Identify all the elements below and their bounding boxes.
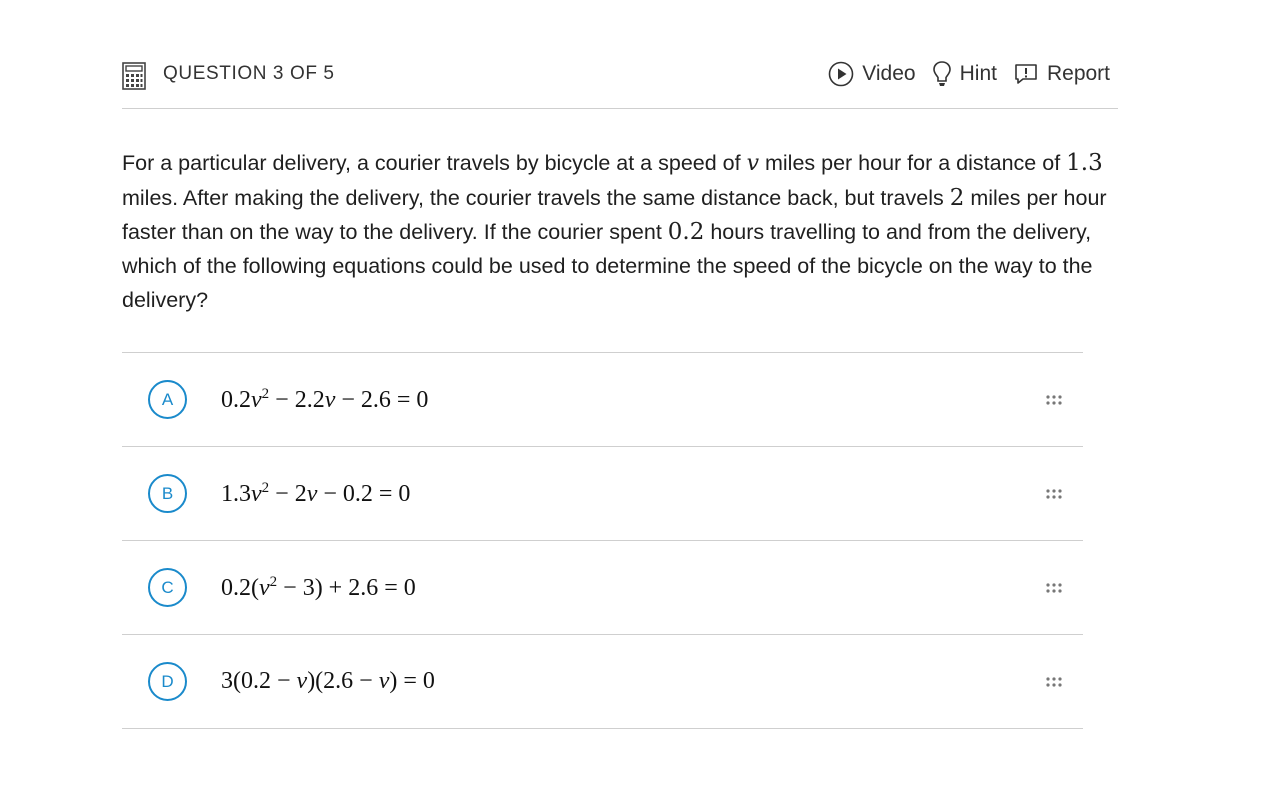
report-icon (1013, 61, 1039, 87)
formula-part: − 2.2 (269, 386, 325, 413)
choice-letter-badge[interactable]: D (148, 662, 187, 701)
formula-part: 0.2 (221, 386, 251, 413)
video-label: Video (862, 62, 916, 85)
choice-letter-badge[interactable]: B (148, 474, 187, 513)
choice-letter-badge[interactable]: C (148, 568, 187, 607)
choice-formula (221, 386, 428, 414)
formula-exponent: 2 (269, 573, 278, 590)
report-button[interactable] (1013, 61, 1110, 87)
choice-b[interactable] (122, 447, 1083, 541)
play-circle-icon (828, 61, 854, 87)
more-options-icon[interactable] (1045, 582, 1063, 594)
choice-formula (221, 668, 435, 695)
formula-part: − 2 (269, 480, 307, 507)
math-number: 1.3 (1066, 150, 1103, 176)
question-tools (812, 60, 1110, 88)
question-text-part: hours travelling to and from the delivery, which of the following equations could be used to determine the speed of the bicycle on the way to the delivery? (122, 220, 1093, 312)
choice-c[interactable] (122, 541, 1083, 635)
question-text-part: miles per hour for a distance of (759, 151, 1067, 175)
hint-button[interactable] (932, 60, 997, 88)
formula-part: 0.2( (221, 574, 259, 601)
formula-part: − 3) + 2.6 = 0 (277, 574, 416, 601)
formula-part: )(2.6 − (307, 668, 379, 694)
formula-part: ) = 0 (389, 668, 435, 694)
choice-a[interactable] (122, 353, 1083, 447)
more-options-icon[interactable] (1045, 394, 1063, 406)
formula-part: 3(0.2 − (221, 668, 297, 694)
formula-part: − 0.2 = 0 (317, 480, 411, 507)
question-text (122, 146, 1122, 317)
formula-part: 1.3 (221, 480, 251, 507)
choice-formula (221, 574, 416, 602)
calculator-icon[interactable] (122, 62, 146, 90)
answer-choices (122, 352, 1083, 729)
formula-variable: v (306, 480, 318, 507)
formula-variable: v (251, 480, 262, 507)
question-text-part: For a particular delivery, a courier travels by bicycle at a speed of (122, 151, 747, 175)
choice-d[interactable] (122, 635, 1083, 729)
formula-variable: v (251, 386, 262, 413)
question-counter: QUESTION 3 OF 5 (163, 63, 335, 84)
math-variable: v (746, 151, 760, 176)
question-text-part: miles. After making the delivery, the courier travels the same distance back, but travels (122, 186, 950, 210)
math-number: 2 (949, 185, 965, 211)
formula-variable: v (378, 668, 390, 694)
formula-part: − 2.6 = 0 (335, 386, 429, 413)
hint-label: Hint (959, 62, 997, 85)
formula-variable: v (296, 668, 308, 694)
question-header (122, 56, 1118, 109)
more-options-icon[interactable] (1045, 676, 1063, 688)
report-label: Report (1046, 62, 1110, 85)
formula-variable: v (324, 386, 336, 413)
choice-formula (221, 480, 410, 508)
choice-letter-badge[interactable]: A (148, 380, 187, 419)
question-text-part: miles per hour faster than on the way to the delivery. If the courier spent (122, 186, 1107, 244)
formula-exponent: 2 (261, 479, 270, 496)
math-number: 0.2 (667, 219, 705, 245)
more-options-icon[interactable] (1045, 488, 1063, 500)
formula-exponent: 2 (261, 385, 270, 402)
formula-variable: v (259, 574, 270, 601)
video-button[interactable] (828, 61, 915, 87)
lightbulb-icon (932, 60, 952, 88)
